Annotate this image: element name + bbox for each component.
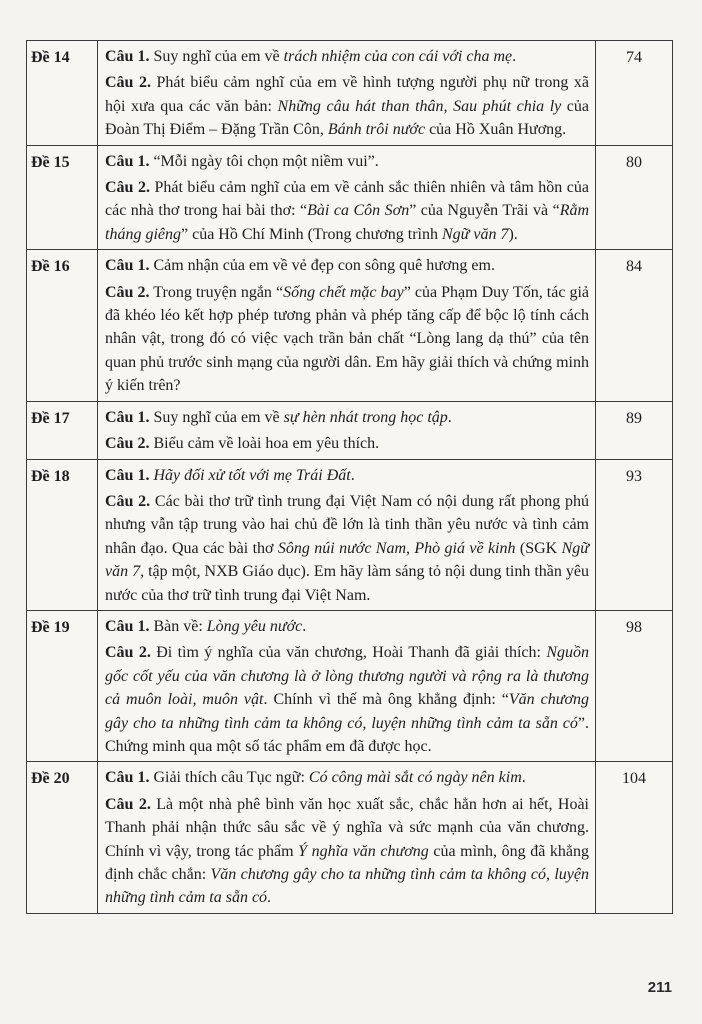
page-ref: 80 — [596, 145, 673, 250]
question-number: Câu 2. — [105, 644, 151, 662]
contents-row — [27, 41, 673, 146]
question-text: ” của Hồ Chí Minh (Trong chương trình — [181, 225, 442, 243]
question-number: Câu 2. — [105, 492, 151, 510]
contents-row — [27, 145, 673, 250]
italic-text: Những câu hát than thân, Sau phút chia ly — [277, 97, 562, 115]
page-ref: 89 — [596, 401, 673, 459]
question-text: . — [350, 466, 355, 484]
italic-text: trách nhiệm của con cái với cha mẹ — [283, 48, 513, 65]
question-number: Câu 1. — [105, 408, 150, 426]
question-1 — [105, 766, 589, 789]
italic-text: Lòng yêu nước — [206, 617, 303, 635]
question-number: Câu 1. — [105, 617, 150, 635]
question-text: của mình, ông đã khẳng định chắc chắn: — [105, 842, 590, 883]
question-2 — [105, 793, 589, 910]
italic-text: Bánh trôi nước — [327, 121, 426, 139]
question-2 — [105, 71, 589, 141]
exam-label: Đề 15 — [27, 145, 98, 250]
italic-text: Hãy đối xử tốt với mẹ Trái Đất — [153, 466, 351, 484]
question-number: Câu 1. — [105, 257, 150, 275]
question-text: Phát biểu cảm nghĩ của em về cảnh sắc thiên nhiên và tâm hồn của các nhà thơ trong hai bài thơ: “ — [105, 179, 590, 220]
exam-questions — [98, 459, 596, 610]
question-text: Suy nghĩ của em về — [149, 408, 284, 426]
question-text: . — [447, 408, 452, 426]
question-1 — [105, 464, 589, 487]
question-text: Cảm nhận của em về vẻ đẹp con sông quê hương em. — [149, 257, 495, 275]
italic-text: Sông núi nước Nam, Phò giá về kinh — [277, 539, 516, 557]
question-text: ). — [508, 225, 518, 243]
exam-label: Đề 20 — [27, 762, 98, 913]
question-text: . — [302, 617, 307, 635]
question-text: ” của Phạm Duy Tốn, tác giả đã khéo léo kết hợp phép tương phản và phép tăng cấp để bộc lộ tính cách nhân vật, trong đó có việc vạch trần bản chất “Lòng lang dạ thú” của tên quan phủ trước sinh mạng của người dân. Em hãy giải thích và chứng minh ý kiến trên? — [105, 283, 590, 395]
question-text: Trong truyện ngắn “ — [149, 283, 284, 301]
question-1 — [105, 45, 589, 68]
question-number: Câu 1. — [105, 48, 150, 65]
exam-questions — [98, 610, 596, 761]
italic-text: sự hèn nhát trong học tập — [283, 408, 448, 426]
question-number: Câu 1. — [105, 769, 150, 787]
question-text: . — [521, 769, 526, 787]
exam-label: Đề 16 — [27, 250, 98, 401]
question-1 — [105, 254, 589, 277]
question-1 — [105, 406, 589, 429]
question-text: Đi tìm ý nghĩa của văn chương, Hoài Thanh đã giải thích: — [150, 644, 547, 662]
question-2 — [105, 281, 589, 398]
question-text: Bàn về: — [149, 617, 207, 635]
question-number: Câu 2. — [105, 74, 151, 92]
italic-text: Nguồn gốc cốt yếu của văn chương là ở lòng thương người và rộng ra là thương cả muôn loài, muôn vật — [105, 644, 590, 709]
question-1 — [105, 150, 589, 173]
question-number: Câu 2. — [105, 283, 150, 301]
italic-text: Ngữ văn 7 — [441, 225, 509, 243]
exam-label: Đề 19 — [27, 610, 98, 761]
exam-questions — [98, 145, 596, 250]
italic-text: Văn chương gây cho ta những tình cảm ta không có, luyện những tình cảm ta sẵn có — [105, 866, 590, 907]
page-ref: 93 — [596, 459, 673, 610]
contents-row — [27, 459, 673, 610]
contents-row — [27, 762, 673, 913]
question-text: . Chính vì thế mà ông khẳng định: “ — [263, 691, 509, 709]
italic-text: Bài ca Côn Sơn — [307, 202, 410, 220]
exam-questions — [98, 41, 596, 146]
question-text: Các bài thơ trữ tình trung đại Việt Nam có nội dung rất phong phú nhưng vẫn tập trung vào hai chủ đề lớn là tinh thần yêu nước và tình cảm nhân đạo. Qua các bài thơ — [105, 492, 589, 557]
question-text: của Hồ Xuân Hương. — [425, 121, 567, 139]
contents-row — [27, 250, 673, 401]
question-text: ” của Nguyễn Trãi và “ — [409, 202, 560, 220]
question-text: (SGK — [515, 539, 562, 557]
contents-rows — [27, 41, 673, 914]
question-text: , tập một, NXB Giáo dục). Em hãy làm sáng tỏ nội dung tinh thần yêu nước của thơ trữ tình trung đại Việt Nam. — [105, 563, 589, 604]
exam-label: Đề 14 — [27, 41, 98, 146]
question-2 — [105, 641, 589, 758]
page-number: 211 — [647, 979, 672, 996]
question-text: ”. Chứng minh qua một số tác phẩm em đã được học. — [105, 714, 589, 755]
question-number: Câu 1. — [105, 466, 150, 484]
question-number: Câu 1. — [105, 152, 150, 170]
question-2 — [105, 490, 589, 607]
exam-label: Đề 18 — [27, 459, 98, 610]
exam-questions — [98, 401, 596, 459]
question-text: Suy nghĩ của em về — [149, 48, 284, 65]
question-number: Câu 2. — [105, 179, 150, 197]
italic-text: Ngữ văn 7 — [105, 539, 590, 581]
italic-text: Văn chương gây cho ta những tình cảm ta không có, luyện những tình cảm ta sẵn có — [105, 691, 590, 732]
exam-questions — [98, 250, 596, 401]
question-text: của Đoàn Thị Điểm – Đặng Trần Côn, — [105, 97, 589, 139]
question-text: . — [512, 48, 517, 65]
page-ref: 98 — [596, 610, 673, 761]
contents-table — [26, 40, 673, 914]
contents-row — [27, 401, 673, 459]
question-text: Giải thích câu Tục ngữ: — [149, 769, 309, 787]
question-text: Phát biểu cảm nghĩ của em về hình tượng người phụ nữ trong xã hội xưa qua các văn bản: — [105, 74, 589, 115]
question-2 — [105, 176, 589, 246]
question-number: Câu 2. — [105, 795, 151, 813]
italic-text: Rằm tháng giêng — [105, 202, 590, 243]
question-text: Biểu cảm về loài hoa em yêu thích. — [149, 435, 380, 453]
question-text: Là một nhà phê bình văn học xuất sắc, chắc hẳn hơn ai hết, Hoài Thanh phải nhận thức sâu sắc về ý nghĩa và sức mạnh của văn chương. Chính vì vậy, trong tác phẩm — [105, 795, 590, 860]
page-ref: 104 — [596, 762, 673, 913]
question-2 — [105, 432, 589, 455]
italic-text: Sống chết mặc bay — [283, 283, 404, 301]
exam-questions — [98, 762, 596, 913]
question-1 — [105, 615, 589, 638]
italic-text: Ý nghĩa văn chương — [298, 842, 429, 860]
page-ref: 74 — [596, 41, 673, 146]
page-ref: 84 — [596, 250, 673, 401]
question-text: “Mỗi ngày tôi chọn một niềm vui”. — [149, 152, 379, 170]
question-text: . — [267, 889, 272, 907]
italic-text: Có công mài sắt có ngày nên kim — [308, 769, 522, 787]
exam-label: Đề 17 — [27, 401, 98, 459]
question-number: Câu 2. — [105, 435, 150, 453]
contents-row — [27, 610, 673, 761]
